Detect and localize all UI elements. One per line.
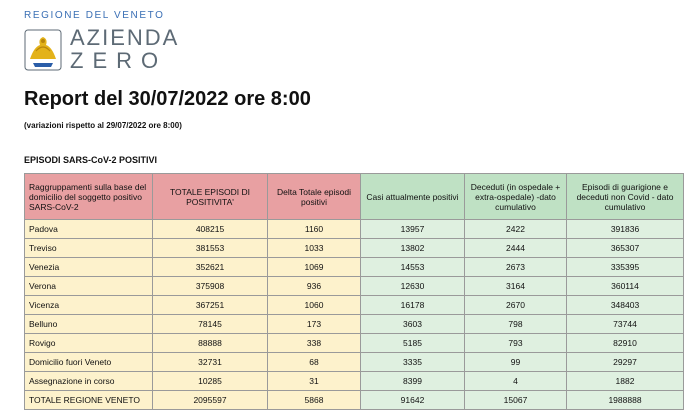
column-header-delta: Delta Totale episodi positivi [268, 174, 361, 220]
cell-area: Treviso [25, 239, 153, 258]
column-header-active-cases: Casi attualmente positivi [361, 174, 465, 220]
cell-delta: 31 [268, 372, 361, 391]
table-row [25, 334, 684, 353]
cell-delta: 1069 [268, 258, 361, 277]
cell-total-episodes: 88888 [153, 334, 268, 353]
cell-active-cases: 13802 [361, 239, 465, 258]
cell-active-cases: 91642 [361, 391, 465, 410]
cell-total-episodes: 375908 [153, 277, 268, 296]
column-header-grouping: Raggruppamenti sulla base del domicilio del soggetto positivo SARS-CoV-2 [25, 174, 153, 220]
cell-deceased: 2422 [465, 220, 567, 239]
section-title: EPISODI SARS-CoV-2 POSITIVI [24, 155, 158, 165]
wordmark-line1: AZIENDA [70, 25, 180, 50]
cell-total-episodes: 352621 [153, 258, 268, 277]
cell-delta: 68 [268, 353, 361, 372]
cell-area: Rovigo [25, 334, 153, 353]
cell-active-cases: 8399 [361, 372, 465, 391]
cell-area: Domicilio fuori Veneto [25, 353, 153, 372]
cell-delta: 1060 [268, 296, 361, 315]
cell-area: Vicenza [25, 296, 153, 315]
cell-delta: 338 [268, 334, 361, 353]
region-name: REGIONE DEL VENETO [24, 10, 165, 21]
cell-area: Padova [25, 220, 153, 239]
cell-delta: 173 [268, 315, 361, 334]
cell-deceased: 3164 [465, 277, 567, 296]
table-total-row [25, 391, 684, 410]
table-row [25, 220, 684, 239]
cell-recovered: 365307 [567, 239, 684, 258]
cell-deceased: 15067 [465, 391, 567, 410]
cell-deceased: 4 [465, 372, 567, 391]
wordmark-line2: ZERO [70, 48, 168, 73]
cell-recovered: 82910 [567, 334, 684, 353]
cell-active-cases: 3603 [361, 315, 465, 334]
cell-delta: 1033 [268, 239, 361, 258]
table-body [25, 220, 684, 410]
cell-deceased: 2670 [465, 296, 567, 315]
cell-recovered: 1988888 [567, 391, 684, 410]
cell-active-cases: 16178 [361, 296, 465, 315]
cell-active-cases: 14553 [361, 258, 465, 277]
table-row [25, 315, 684, 334]
table-row [25, 277, 684, 296]
azienda-zero-wordmark [70, 27, 179, 72]
cell-recovered: 391836 [567, 220, 684, 239]
cell-delta: 1160 [268, 220, 361, 239]
cell-recovered: 360114 [567, 277, 684, 296]
cell-area: TOTALE REGIONE VENETO [25, 391, 153, 410]
cell-area: Venezia [25, 258, 153, 277]
cell-recovered: 335395 [567, 258, 684, 277]
cell-recovered: 29297 [567, 353, 684, 372]
cell-active-cases: 3335 [361, 353, 465, 372]
cell-area: Verona [25, 277, 153, 296]
lion-emblem-icon [24, 29, 62, 71]
table-row [25, 296, 684, 315]
cell-area: Belluno [25, 315, 153, 334]
cell-total-episodes: 381553 [153, 239, 268, 258]
cell-active-cases: 12630 [361, 277, 465, 296]
logo [24, 27, 179, 72]
cell-deceased: 798 [465, 315, 567, 334]
report-subtitle: (variazioni rispetto al 29/07/2022 ore 8:00) [24, 121, 182, 130]
cell-total-episodes: 10285 [153, 372, 268, 391]
positivity-table [24, 173, 684, 410]
cell-deceased: 2444 [465, 239, 567, 258]
cell-total-episodes: 408215 [153, 220, 268, 239]
cell-deceased: 793 [465, 334, 567, 353]
report-title: Report del 30/07/2022 ore 8:00 [24, 88, 311, 110]
table-row [25, 372, 684, 391]
page-header [24, 10, 179, 72]
table-row [25, 258, 684, 277]
cell-delta: 936 [268, 277, 361, 296]
cell-active-cases: 13957 [361, 220, 465, 239]
cell-delta: 5868 [268, 391, 361, 410]
cell-deceased: 99 [465, 353, 567, 372]
column-header-total-episodes: TOTALE EPISODI DI POSITIVITA' [153, 174, 268, 220]
cell-total-episodes: 2095597 [153, 391, 268, 410]
cell-total-episodes: 32731 [153, 353, 268, 372]
cell-total-episodes: 367251 [153, 296, 268, 315]
column-header-recovered: Episodi di guarigione e deceduti non Covid - dato cumulativo [567, 174, 684, 220]
table-row [25, 353, 684, 372]
table-row [25, 239, 684, 258]
cell-deceased: 2673 [465, 258, 567, 277]
column-header-deceased: Deceduti (in ospedale + extra-ospedale) -dato cumulativo [465, 174, 567, 220]
table-header-row [25, 174, 684, 220]
cell-recovered: 348403 [567, 296, 684, 315]
cell-active-cases: 5185 [361, 334, 465, 353]
cell-total-episodes: 78145 [153, 315, 268, 334]
cell-recovered: 1882 [567, 372, 684, 391]
cell-recovered: 73744 [567, 315, 684, 334]
cell-area: Assegnazione in corso [25, 372, 153, 391]
